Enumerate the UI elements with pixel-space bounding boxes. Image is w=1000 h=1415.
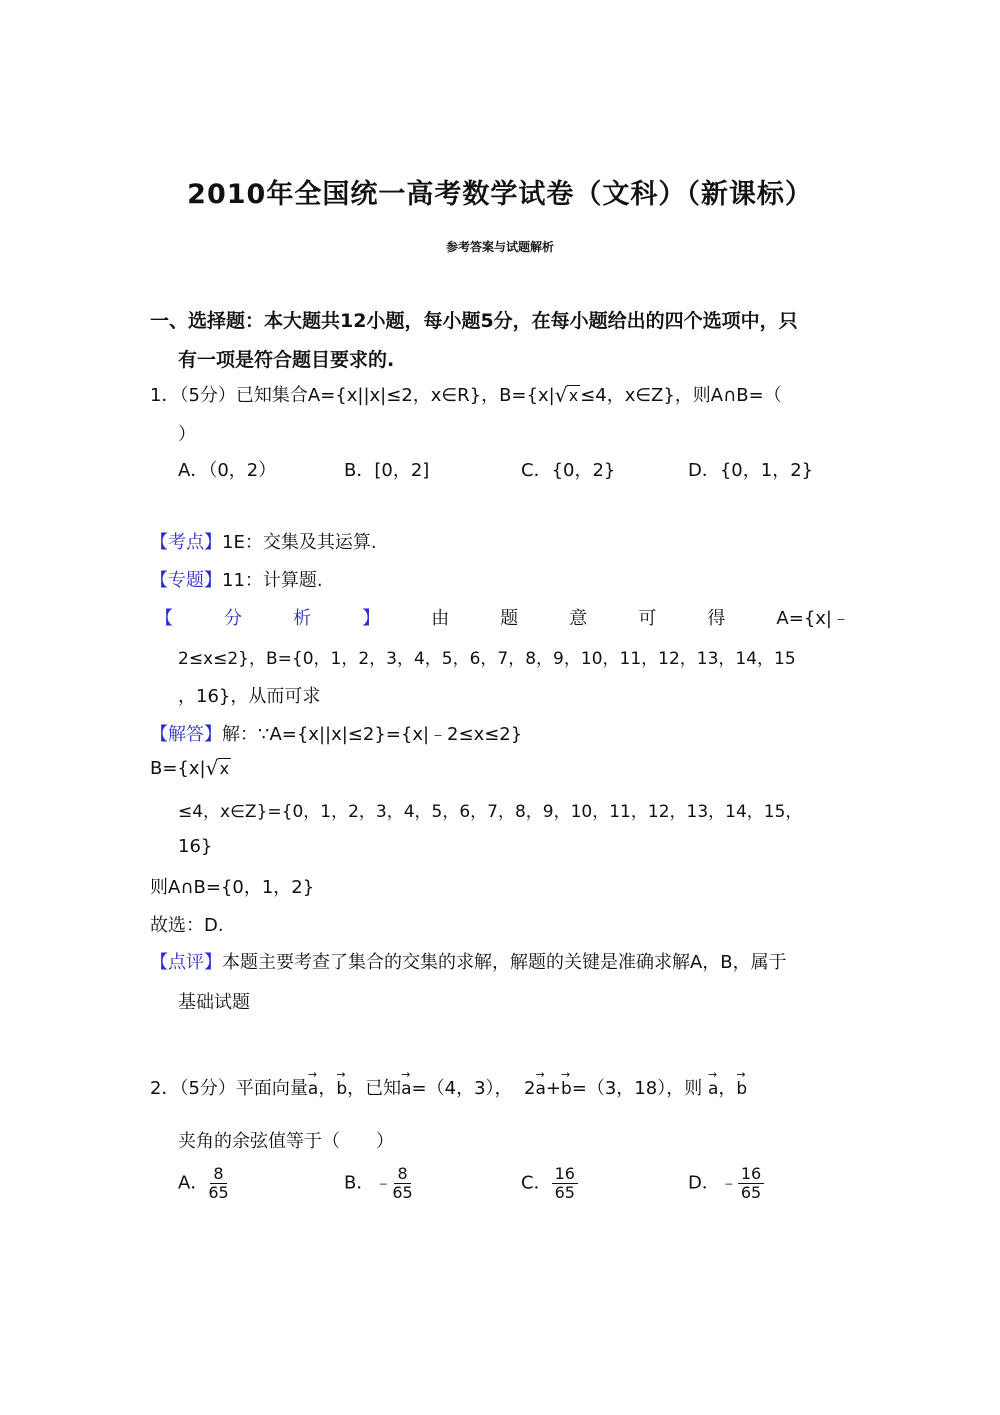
sqrt-radicand: x xyxy=(219,759,230,778)
jieda-line2 xyxy=(150,758,231,779)
jieda-line6: 故选：D. xyxy=(150,915,224,936)
kaodian-line xyxy=(150,528,377,554)
page-title: 2010年全国统一高考数学试卷（文科）（新课标） xyxy=(187,179,813,210)
option-sign: ﹣ xyxy=(719,1172,738,1194)
fenxi-tag-xi: 析 xyxy=(293,608,312,629)
fenxi-word: A={x|﹣ xyxy=(776,608,850,629)
fenxi-tag-close: 】 xyxy=(362,608,381,629)
fraction xyxy=(392,1165,412,1202)
vector-b: → b xyxy=(561,1079,572,1099)
q2-line2: 夹角的余弦值等于（ ） xyxy=(178,1131,394,1152)
q1-stem-close: ） xyxy=(178,424,196,445)
option-label: D． xyxy=(688,1172,720,1194)
sqrt-symbol: √ x xyxy=(205,756,230,780)
fenxi-line1 xyxy=(155,604,850,630)
vector-a: → a xyxy=(708,1079,718,1099)
q2-coef: 2 xyxy=(524,1078,536,1099)
q1-stem xyxy=(150,381,782,407)
option-label: C． xyxy=(521,1172,552,1194)
fraction xyxy=(738,1165,764,1202)
q1-stem-part-b: ≤4，x∈Z}，则A∩B=（ xyxy=(580,385,782,406)
vector-b: → b xyxy=(736,1079,747,1099)
q2-text2: ，已知 xyxy=(347,1078,402,1099)
kaodian-text: 1E：交集及其运算. xyxy=(222,532,377,553)
dianping-line2: 基础试题 xyxy=(178,992,250,1013)
jieda-tag: 【解答】 xyxy=(150,724,222,745)
vector-a: → a xyxy=(401,1079,411,1099)
q1-stem-part-a: （5分）已知集合A={x||x|≤2，x∈R}，B={x| xyxy=(179,385,555,406)
fraction-numerator: 8 xyxy=(210,1165,226,1184)
option-label: A． xyxy=(178,1172,209,1194)
q1-option-c: C．{0，2} xyxy=(521,460,616,481)
section-heading-line2: 有一项是符合题目要求的. xyxy=(178,349,395,371)
vector-b: → b xyxy=(336,1079,347,1099)
fenxi-word: 意 xyxy=(569,608,588,629)
jieda-line1 xyxy=(150,720,522,746)
page-subtitle: 参考答案与试题解析 xyxy=(445,240,554,254)
zhuanti-tag: 【专题】 xyxy=(150,570,222,591)
section-heading-line1: 一、选择题：本大题共12小题，每小题5分，在每小题给出的四个选项中，只 xyxy=(150,310,798,332)
sqrt-symbol: √ x xyxy=(554,383,579,407)
fenxi-word: 题 xyxy=(500,608,519,629)
q2-comma: ， xyxy=(318,1078,337,1099)
zhuanti-line xyxy=(150,566,323,592)
fenxi-line3: ，16}，从而可求 xyxy=(178,686,321,707)
fraction xyxy=(208,1165,228,1202)
fenxi-word: 由 xyxy=(431,608,450,629)
fraction-denominator: 65 xyxy=(554,1183,575,1202)
q2-text3: =（4，3）， xyxy=(411,1078,513,1099)
q2-option-b xyxy=(344,1165,413,1202)
fraction-numerator: 8 xyxy=(394,1165,410,1184)
zhuanti-text: 11：计算题. xyxy=(222,570,323,591)
fraction-numerator: 16 xyxy=(738,1165,764,1184)
q2-option-a xyxy=(178,1165,229,1202)
fenxi-word: 得 xyxy=(707,608,726,629)
fraction-denominator: 65 xyxy=(392,1183,413,1202)
jieda-text1: 解：∵A={x||x|≤2}={x|﹣2≤x≤2} xyxy=(222,724,523,745)
vector-a: → a xyxy=(535,1079,545,1099)
dianping-tag: 【点评】 xyxy=(150,952,222,973)
kaodian-tag: 【考点】 xyxy=(150,532,222,553)
q2-option-c xyxy=(521,1165,578,1202)
q2-option-d xyxy=(688,1165,764,1202)
dianping-line1 xyxy=(150,948,787,974)
q2-stem xyxy=(150,1074,747,1100)
fraction xyxy=(552,1165,578,1202)
q2-text4: =（3，18），则 xyxy=(571,1078,703,1099)
fenxi-word: 可 xyxy=(638,608,657,629)
q2-number: 2． xyxy=(150,1078,180,1099)
jieda-text2: B={x| xyxy=(150,758,206,779)
q2-text1: （5分）平面向量 xyxy=(179,1078,308,1099)
vector-a: → a xyxy=(308,1079,318,1099)
fenxi-line2: 2≤x≤2}，B={0，1，2，3，4，5，6，7，8，9，10，11，12，13，14，15 xyxy=(178,649,796,669)
jieda-line4: 16} xyxy=(178,836,213,857)
fraction-denominator: 65 xyxy=(740,1183,762,1202)
fraction-numerator: 16 xyxy=(552,1165,578,1184)
q1-number: 1． xyxy=(150,385,180,406)
q1-option-a: A．（0，2） xyxy=(178,460,277,481)
q1-option-d: D．{0，1，2} xyxy=(688,460,814,481)
option-label: B． xyxy=(344,1172,375,1194)
q1-option-b: B．[0，2] xyxy=(344,460,430,481)
dianping-text1: 本题主要考查了集合的交集的求解，解题的关键是准确求解A，B，属于 xyxy=(222,952,787,973)
fenxi-tag-fen: 分 xyxy=(224,608,243,629)
q2-plus: + xyxy=(545,1078,561,1099)
sqrt-radicand: x xyxy=(568,386,579,405)
jieda-line5: 则A∩B={0，1，2} xyxy=(150,877,315,898)
jieda-line3: ≤4，x∈Z}={0，1，2，3，4，5，6，7，8，9，10，11，12，13，14，15， xyxy=(178,802,803,822)
fenxi-tag-open: 【 xyxy=(155,608,173,629)
q2-comma: ， xyxy=(718,1078,737,1099)
fraction-denominator: 65 xyxy=(208,1183,229,1202)
option-sign: ﹣ xyxy=(374,1172,393,1194)
